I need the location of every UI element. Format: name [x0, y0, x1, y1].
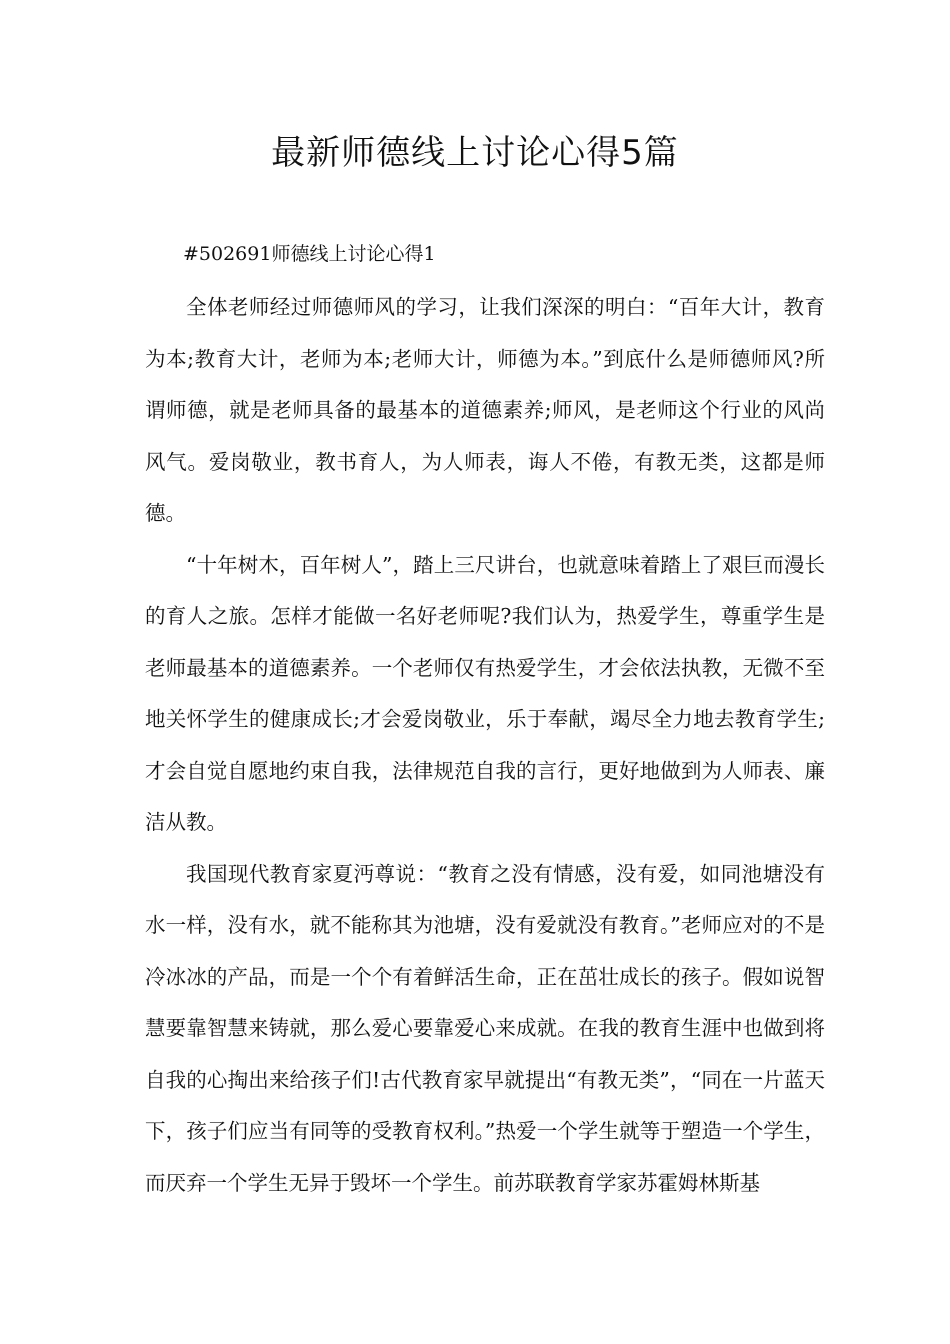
paragraph-3: 我国现代教育家夏沔尊说：“教育之没有情感，没有爱，如同池塘没有水一样，没有水，就不能称其为池塘，没有爱就没有教育。”老师应对的不是冷冰冰的产品，而是一个个有着鲜活生命，正在茁壮成长的孩子。假如说智慧要靠智慧来铸就，那么爱心要靠爱心来成就。在我的教育生涯中也做到将自我的心掏出来给孩子们!古代教育家早就提出“有教无类”，“同在一片蓝天下，孩子们应当有同等的受教育权利。”热爱一个学生就等于塑造一个学生，而厌弃一个学生无异于毁坏一个学生。前苏联教育学家苏霍姆林斯基 [145, 861, 825, 1195]
section-heading: #502691师德线上讨论心得1 [183, 243, 436, 265]
document-body [145, 229, 825, 1209]
paragraph-1: 全体老师经过师德师风的学习，让我们深深的明白：“百年大计，教育为本;教育大计，老师为本;老师大计，师德为本。”到底什么是师德师风?所谓师德，就是老师具备的最基本的道德素养;师风，是老师这个行业的风尚风气。爱岗敬业，教书育人，为人师表，诲人不倦，有教无类，这都是师德。 [145, 295, 825, 525]
paragraph-2: “十年树木，百年树人”，踏上三尺讲台，也就意味着踏上了艰巨而漫长的育人之旅。怎样才能做一名好老师呢?我们认为，热爱学生，尊重学生是老师最基本的道德素养。一个老师仅有热爱学生，才会依法执教，无微不至地关怀学生的健康成长;才会爱岗敬业，乐于奉献，竭尽全力地去教育学生;才会自觉自愿地约束自我，法律规范自我的言行，更好地做到为人师表、廉洁从教。 [145, 552, 825, 834]
page-title: 最新师德线上讨论心得5篇 [271, 133, 679, 173]
